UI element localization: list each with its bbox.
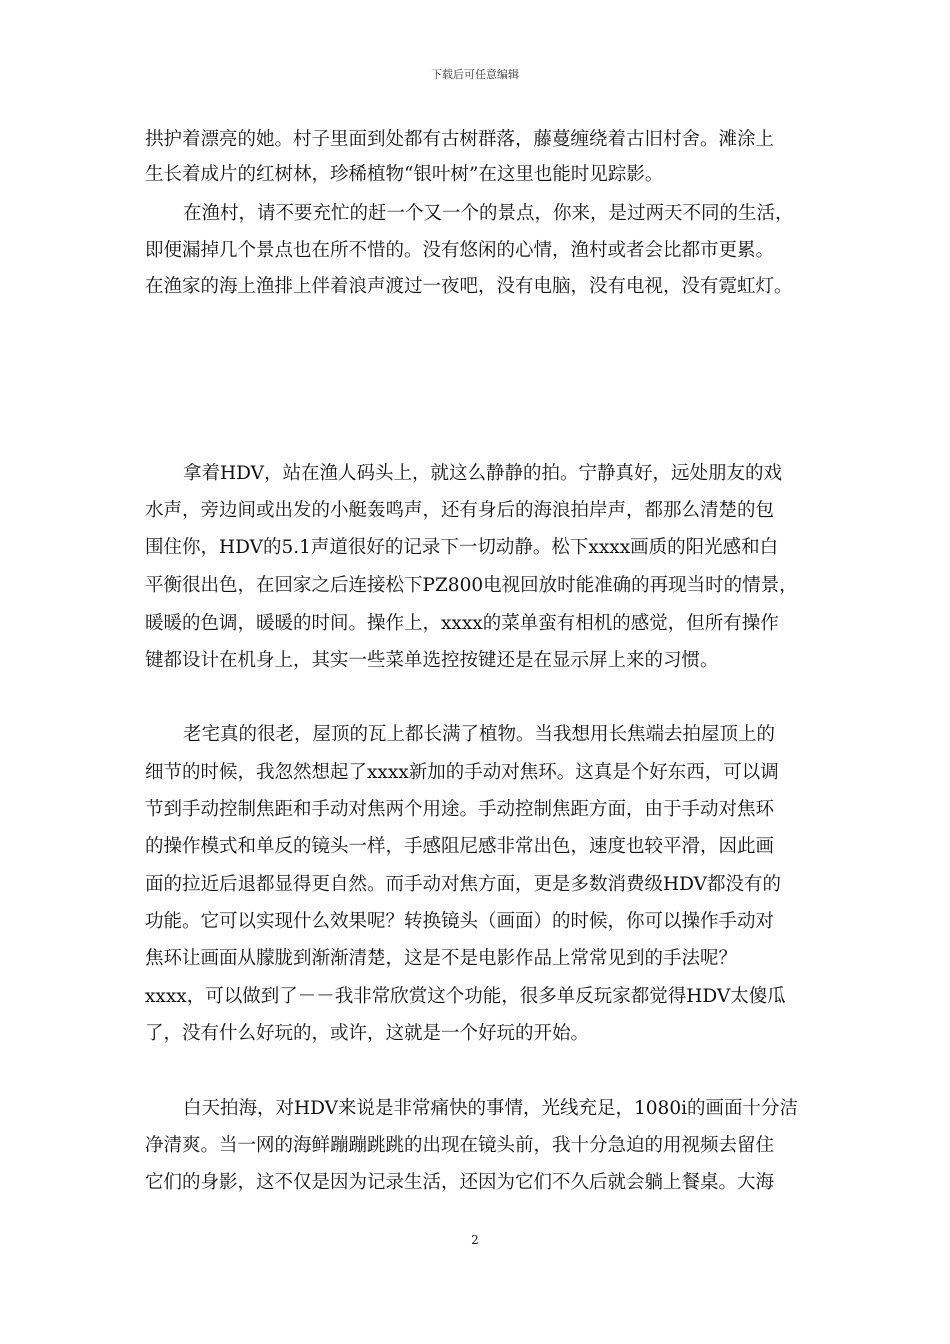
text-line: 即便漏掉几个景点也在所不惜的。没有悠闲的心情，渔村或者会比都市更累。 (145, 240, 775, 261)
text-line: 焦环让画面从朦胧到渐渐清楚，这是不是电影作品上常常见到的手法呢？ (145, 948, 738, 969)
text-line: 平衡很出色，在回家之后连接松下PZ800电视回放时能准确的再现当时的情景， (145, 575, 798, 596)
text-line: 面的拉近后退都显得更自然。而手动对焦方面，更是多数消费级HDV都没有的 (145, 874, 782, 895)
text-line: 生长着成片的红树林，珍稀植物“银叶树”在这里也能时见踪影。 (145, 164, 664, 185)
page-header: 下载后可任意编辑 (431, 68, 519, 81)
text-line: 在渔家的海上渔排上伴着浪声渡过一夜吧，没有电脑，没有电视，没有霓虹灯。 (145, 276, 793, 297)
text-line: 围住你，HDV的5.1声道很好的记录下一切动静。松下xxxx画质的阳光感和白 (145, 537, 779, 558)
text-line: xxxx，可以做到了－－我非常欣赏这个功能，很多单反玩家都觉得HDV太傻瓜 (145, 986, 786, 1007)
text-line: 了，没有什么好玩的，或许，这就是一个好玩的开始。 (145, 1023, 590, 1044)
text-line: 的操作模式和单反的镜头一样，手感阻尼感非常出色，速度也较平滑，因此画 (145, 836, 775, 857)
text-line: 水声，旁边间或出发的小艇轰鸣声，还有身后的海浪拍岸声，都那么清楚的包 (145, 500, 775, 521)
text-line: 白天拍海，对HDV来说是非常痛快的事情，光线充足，1080i的画面十分洁 (183, 1098, 799, 1119)
text-line: 它们的身影，这不仅是因为记录生活，还因为它们不久后就会躺上餐桌。大海 (145, 1172, 775, 1193)
text-line: 净清爽。当一网的海鲜蹦蹦跳跳的出现在镜头前，我十分急迫的用视频去留住 (145, 1135, 775, 1156)
text-line: 键都设计在机身上，其实一些菜单选控按键还是在显示屏上来的习惯。 (145, 650, 719, 671)
text-line: 在渔村，请不要充忙的赶一个又一个的景点，你来，是过两天不同的生活， (183, 203, 794, 224)
text-line: 节到手动控制焦距和手动对焦两个用途。手动控制焦距方面，由于手动对焦环 (145, 799, 775, 820)
text-line: 拱护着漂亮的她。村子里面到处都有古树群落，藤蔓缠绕着古旧村舍。滩涂上 (145, 129, 775, 150)
page-number: 2 (471, 1233, 479, 1247)
text-line: 功能。它可以实现什么效果呢？转换镜头（画面）的时候，你可以操作手动对 (145, 911, 775, 932)
text-line: 暖暖的色调，暖暖的时间。操作上，xxxx的菜单蛮有相机的感觉，但所有操作 (145, 613, 779, 634)
text-line: 拿着HDV，站在渔人码头上，就这么静静的拍。宁静真好，远处朋友的戏 (183, 463, 783, 484)
text-line: 细节的时候，我忽然想起了xxxx新加的手动对焦环。这真是个好东西，可以调 (145, 762, 779, 783)
text-line: 老宅真的很老，屋顶的瓦上都长满了植物。当我想用长焦端去拍屋顶上的 (183, 724, 776, 745)
